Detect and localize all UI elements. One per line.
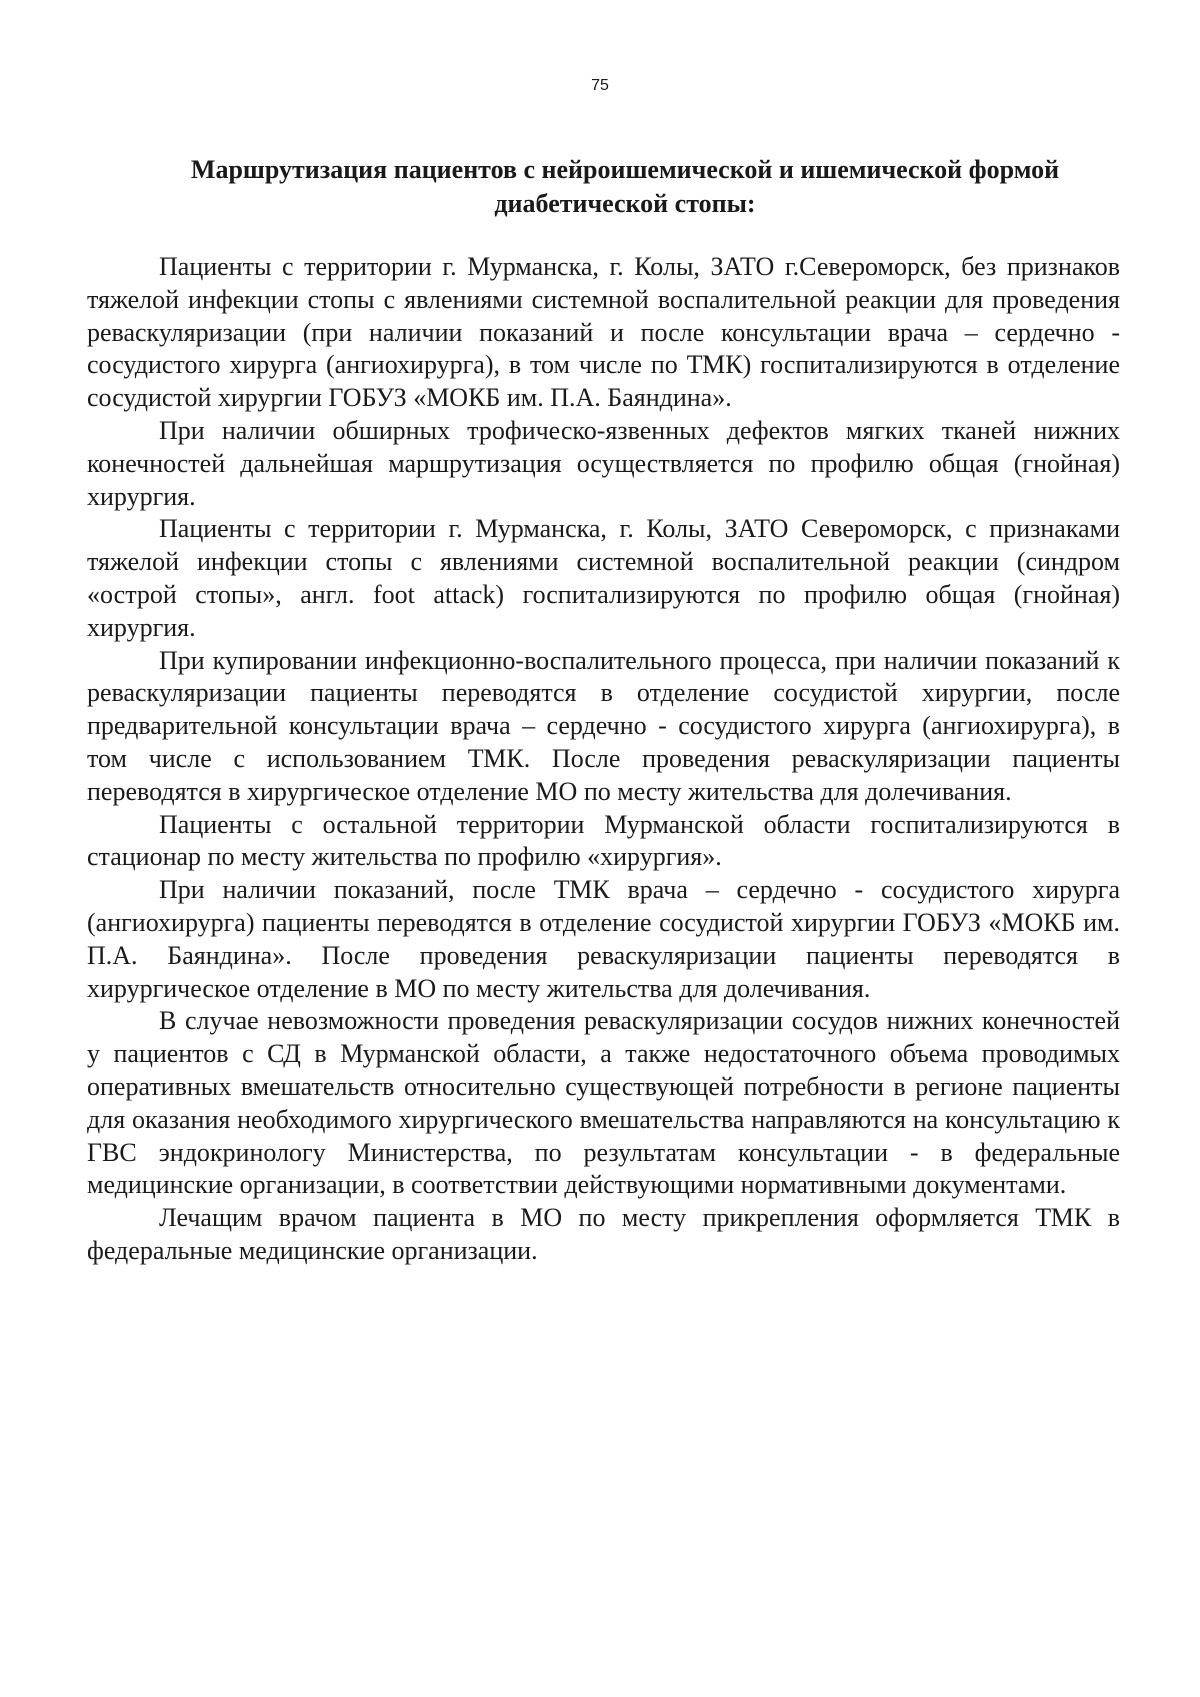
paragraph-rest-of-region: Пациенты с остальной территории Мурманской области госпитализируются в стационар по месту жительства по профилю «хирургия». (87, 809, 1120, 872)
paragraph-murmansk-with-infection: Пациенты с территории г. Мурманска, г. Колы, ЗАТО Североморск, с признаками тяжелой инфекции стопы с явлениями системной воспалительной реакции (синдром «острой стопы», англ. foot attack) госпитализируются по профилю общая (гнойная) хирургия. (87, 514, 1120, 642)
paragraph-murmansk-without-infection: Пациенты с территории г. Мурманска, г. Колы, ЗАТО г.Североморск, без признаков тяжелой инфекции стопы с явлениями системной воспалительной реакции для проведения реваскуляризации (при наличии показаний и после консультации врача – сердечно - сосудистого хирурга (ангиохирурга), в том числе по ТМК) госпитализируются в отделение сосудистой хирургии ГОБУЗ «МОКБ им. П.А. Баяндина». (87, 252, 1120, 413)
document-title-line-1: Маршрутизация пациентов с нейроишемической и ишемической формой (190, 155, 1060, 184)
page-number: 75 (591, 77, 609, 94)
paragraph-after-inflammation-relief: При купировании инфекционно-воспалительного процесса, при наличии показаний к реваскуляризации пациенты переводятся в отделение сосудистой хирургии, после предварительной консультации врача – сердечно - сосудистого хирурга (ангиохирурга), в том числе с использованием ТМК. После проведения реваскуляризации пациенты переводятся в хирургическое отделение МО по месту жительства для долечивания. (87, 645, 1120, 806)
document-body (87, 251, 1120, 1268)
document-title (130, 153, 1120, 221)
paragraph-trophic-ulcer-defects: При наличии обширных трофическо-язвенных дефектов мягких тканей нижних конечностей дальнейшая маршрутизация осуществляется по профилю общая (гнойная) хирургия. (87, 415, 1120, 511)
paragraph-transfer-after-telemedicine: При наличии показаний, после ТМК врача – сердечно - сосудистого хирурга (ангиохирурга) пациенты переводятся в отделение сосудистой хирургии ГОБУЗ «МОКБ им. П.А. Баяндина». После проведения реваскуляризации пациенты переводятся в хирургическое отделение в МО по месту жительства для долечивания. (87, 875, 1120, 1003)
paragraph-attending-physician: Лечащим врачом пациента в МО по месту прикрепления оформляется ТМК в федеральные медицинские организации. (87, 1203, 1120, 1265)
paragraph-federal-referral: В случае невозможности проведения реваскуляризации сосудов нижних конечностей у пациентов с СД в Мурманской области, а также недостаточного объема проводимых оперативных вмешательств относительно существующей потребности в регионе пациенты для оказания необходимого хирургического вмешательства направляются на консультацию к ГВС эндокринологу Министерства, по результатам консультации - в федеральные медицинские организации, в соответствии действующими нормативными документами. (87, 1006, 1120, 1200)
document-title-line-2: диабетической стопы: (494, 189, 756, 218)
